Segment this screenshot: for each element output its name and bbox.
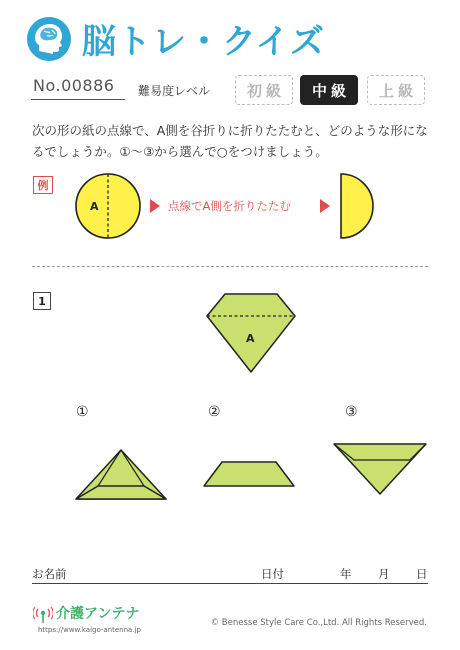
level-beginner-badge: 初級 <box>235 75 293 105</box>
choice-1-figure[interactable] <box>70 442 170 506</box>
brain-head-icon <box>26 16 72 62</box>
day-label: 日 <box>416 567 428 581</box>
level-intermediate-badge: 中級 <box>300 75 358 105</box>
example-caption: 点線でA側を折りたたむ <box>168 199 291 213</box>
page-title: 脳トレ・クイズ <box>82 22 325 62</box>
year-label: 年 <box>340 567 352 581</box>
question-shape-label: A <box>246 332 255 345</box>
question-diamond-figure <box>195 286 307 378</box>
puzzle-number: No.00886 <box>33 76 115 95</box>
example-result-semicircle <box>341 174 373 238</box>
name-write-line <box>32 583 428 584</box>
example-shape-label: A <box>90 200 99 213</box>
question-number-tag: 1 <box>33 292 51 310</box>
choice-3-figure[interactable] <box>330 438 430 502</box>
instructions-text: 次の形の紙の点線で、A側を谷折りに折りたたむと、どのような形になるでしょうか。①～③から選んで○をつけましょう。 <box>32 123 428 159</box>
level-advanced-badge: 上級 <box>367 75 425 105</box>
section-divider <box>32 266 428 267</box>
arrow-right-icon <box>320 199 330 213</box>
choice-2-figure[interactable] <box>198 456 298 494</box>
antenna-logo-icon <box>33 606 53 624</box>
choice-2-number: ② <box>208 404 221 420</box>
month-label: 月 <box>378 567 390 581</box>
brand-logo-text: 介護アンテナ <box>56 606 140 622</box>
date-label: 日付 <box>261 567 284 581</box>
name-label: お名前 <box>32 567 67 581</box>
difficulty-label: 難易度レベル <box>138 84 211 98</box>
example-circle <box>76 174 140 238</box>
choice-3-number: ③ <box>345 404 358 420</box>
choice-1-number: ① <box>76 404 89 420</box>
example-figure <box>60 160 390 250</box>
brand-url: https://www.kaigo-antenna.jp <box>38 626 141 634</box>
number-underline <box>31 99 125 100</box>
example-tag: 例 <box>33 176 53 194</box>
arrow-left-icon <box>150 199 160 213</box>
copyright-text: © Benesse Style Care Co.,Ltd. All Rights Reserved. <box>210 618 427 628</box>
